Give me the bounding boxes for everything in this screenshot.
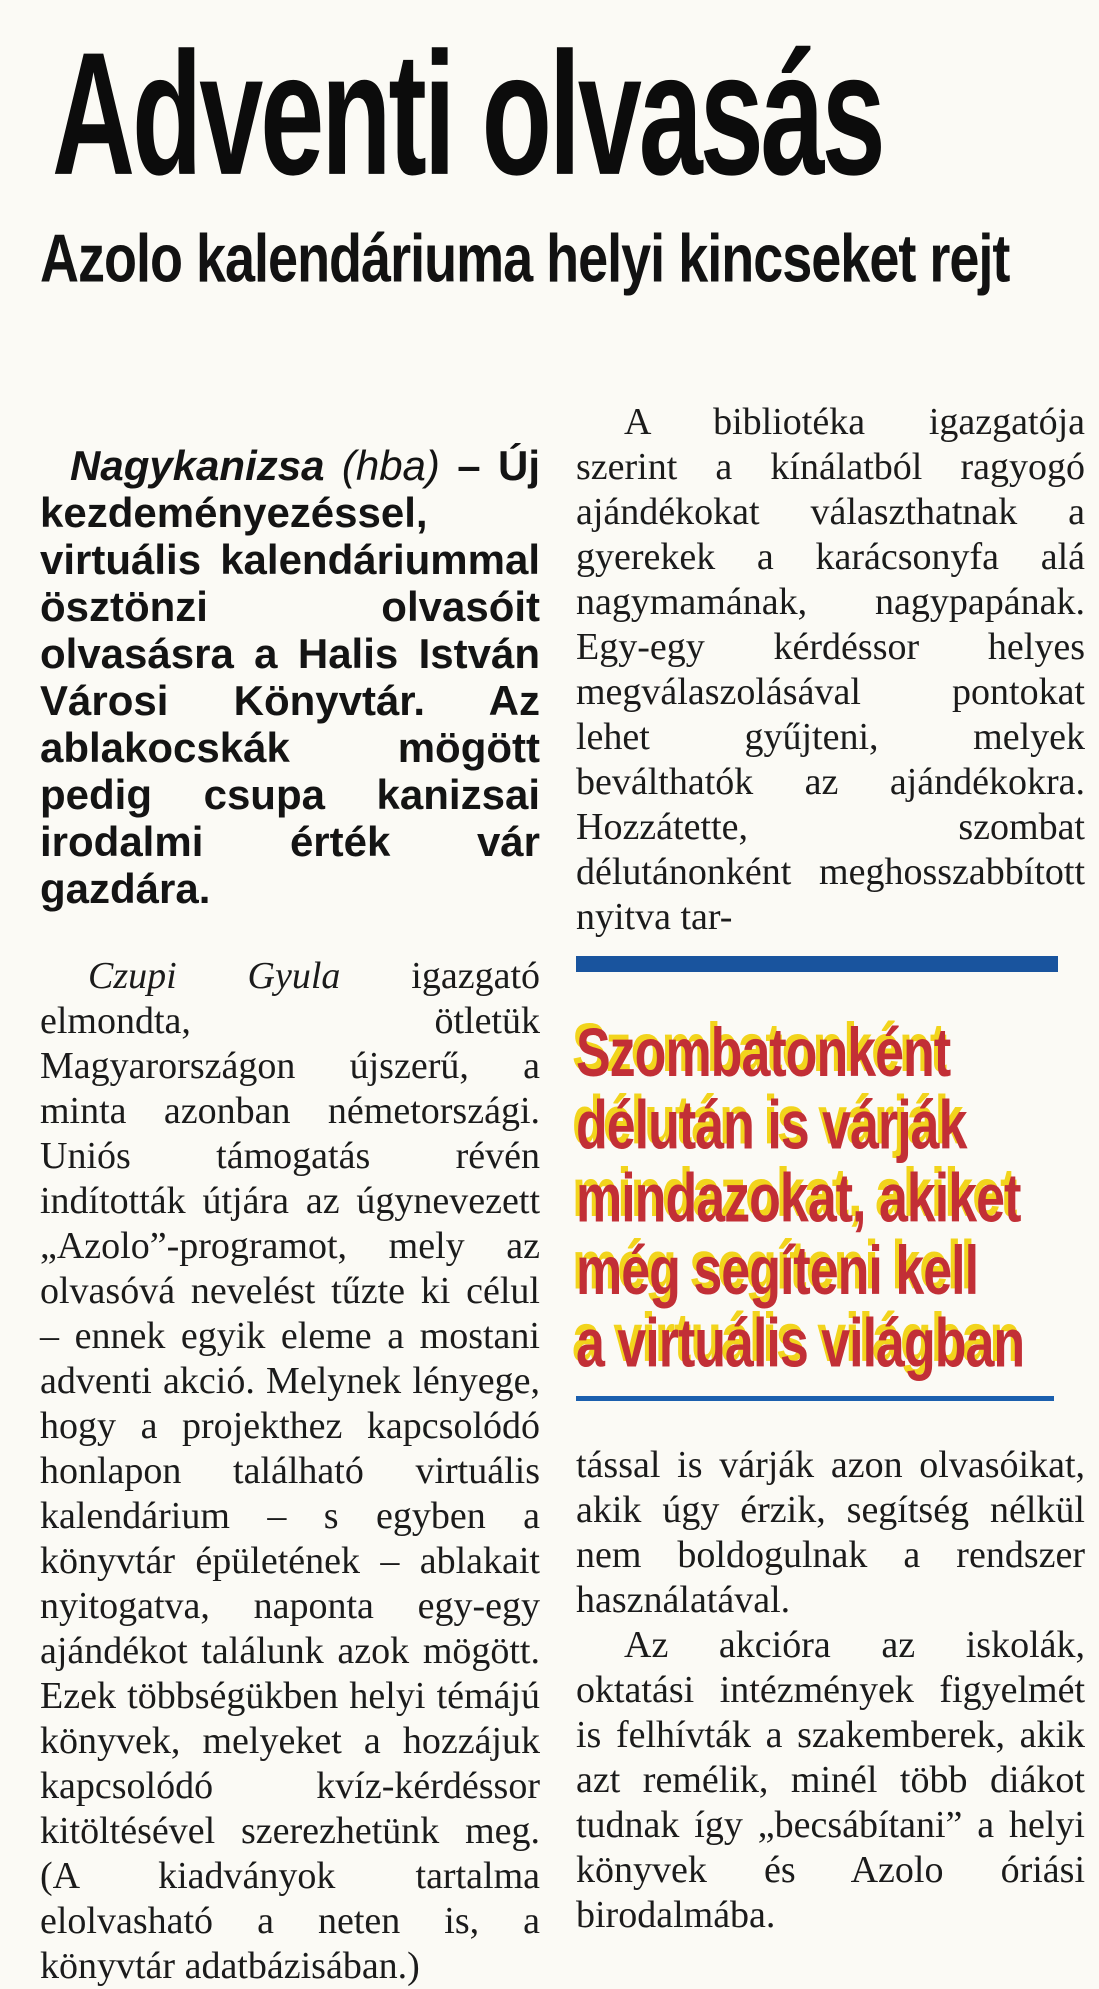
body-paragraph-continuation: tással is várják azon olvasóikat, akik úgy érzik, segítség nélkül nem boldogulnak a rendszer használatával. <box>576 1444 1085 1621</box>
pull-quote-line: mindazokat, akiket <box>576 1160 1021 1238</box>
blue-rule-thin <box>576 1396 1054 1401</box>
lead-location: Nagykanizsa <box>70 442 325 489</box>
pull-quote-line: a virtuális világban <box>576 1305 1025 1383</box>
pull-quote-line: délután is várják <box>576 1087 967 1165</box>
headline-row <box>0 17 1099 216</box>
pull-quote-line: Szombatonként <box>576 1015 951 1092</box>
article-title: Adventi olvasás <box>52 17 883 212</box>
right-column <box>576 400 1085 1989</box>
paragraph-lead-body: igazgató elmondta, ötletük Magyarországon újszerű, a minta azonban németországi. Uniós támogatás révén indították útjára az úgynevezett „Azolo”-programot, mely az olvasóvá nevelést tűzte ki célul – ennek egyik eleme a mostani adventi akció. Melynek lényege, hogy a projekthez kapcsolódó honlapon található virtuális kalendárium – s egyben a könyvtár épületének – ablakait nyitogatva, naponta egy-egy ajándékot találunk azok mögött. Ezek többségükben helyi témájú könyvek, melyeket a hozzájuk kapcsolódó kvíz-kérdéssor kitöltésével szerezhetünk meg. (A kiadványok tartalma elolvasható a neten is, a könyvtár adatbázisában.) <box>40 955 540 1987</box>
pull-quote-line: még segíteni kell <box>576 1233 979 1310</box>
article-columns <box>0 400 1099 1989</box>
body-paragraph-left <box>40 954 540 1989</box>
lead-credit: (hba) <box>341 442 440 489</box>
lead-body: – Új kezdeményezéssel, virtuális kalendáriummal ösztönzi olvasóit olvasásra a Halis István Városi Könyvtár. Az ablakocskák mögött pedig csupa kanizsai irodalmi érték vár gazdára. <box>40 442 541 912</box>
left-column <box>40 400 540 1989</box>
body-paragraph-right-top: A bibliotéka igazgatója szerint a kínálatból ragyogó ajándékokat választhatnak a gyerekek a karácsonyfa alá nagymamának, nagypapának. Egy-egy kérdéssor helyes megválaszolásával pontokat lehet gyűjteni, melyek beválthatók az ajándékokra. Hozzátette, szombat délutánonként meghosszabbított nyitva tar- <box>576 401 1085 938</box>
blue-rule-thick <box>576 956 1058 972</box>
lead-paragraph <box>40 442 540 912</box>
subtitle-row <box>0 221 1099 304</box>
paragraph-lead-in: Czupi Gyula <box>88 955 341 997</box>
pull-quote-inner <box>576 1015 1085 1383</box>
article-subtitle: Azolo kalendáriuma helyi kincseket rejt <box>40 221 1010 297</box>
pull-quote <box>576 1015 1085 1388</box>
body-paragraph-last: Az akcióra az iskolák, oktatási intézmények figyelmét is felhívták a szakemberek, akik azt remélik, minél több diákot tudnak így „becsábítani” a helyi könyvek és Azolo óriási birodalmába. <box>576 1624 1085 1936</box>
